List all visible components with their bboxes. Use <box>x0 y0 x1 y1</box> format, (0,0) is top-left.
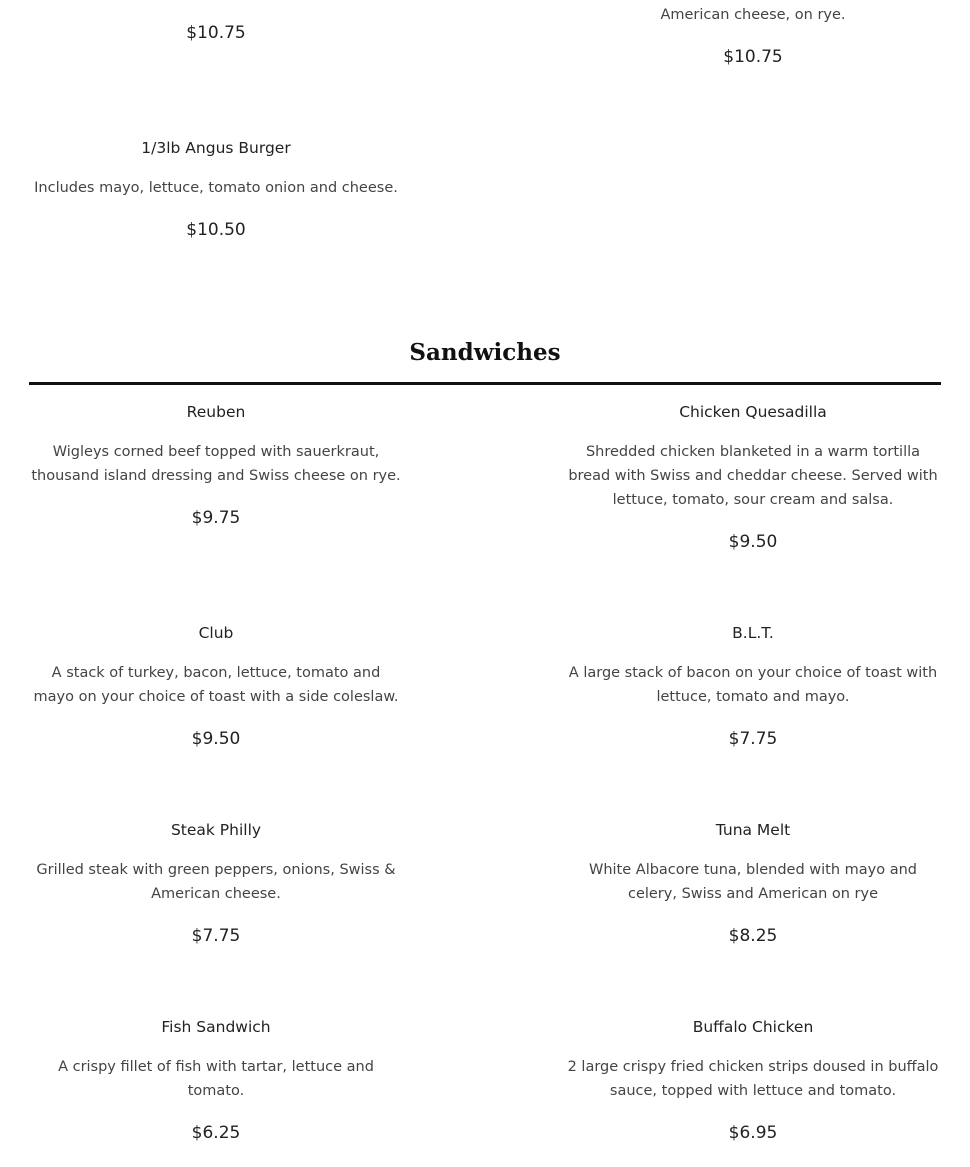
menu-item-description: 2 large crispy fried chicken strips doused in buffalo sauce, topped with lettuce and tomato. <box>567 1059 939 1099</box>
menu-item-price: $9.75 <box>191 508 241 528</box>
menu-item-partial-right[interactable] <box>567 3 939 69</box>
menu-item-description: A large stack of bacon on your choice of toast with lettuce, tomato and mayo. <box>568 665 938 705</box>
menu-item-description: Wigleys corned beef topped with sauerkraut, thousand island dressing and Swiss cheese on rye. <box>31 444 401 484</box>
menu-item-name: Chicken Quesadilla <box>679 403 827 421</box>
menu-item-price: $9.50 <box>191 729 241 749</box>
menu-item-description: A stack of turkey, bacon, lettuce, tomato and mayo on your choice of toast with a side coleslaw. <box>33 665 399 705</box>
menu-item-price: $7.75 <box>191 926 241 946</box>
menu-item-blt[interactable] <box>567 621 939 751</box>
menu-item-buffalo-chicken[interactable] <box>567 1015 939 1145</box>
menu-item-name: B.L.T. <box>732 624 774 642</box>
menu-item-price: $9.50 <box>728 532 778 552</box>
menu-item-description: Grilled steak with green peppers, onions, Swiss & American cheese. <box>36 862 396 902</box>
menu-item-price: $8.25 <box>728 926 778 946</box>
menu-item-price: $6.25 <box>191 1123 241 1143</box>
menu-item-club[interactable] <box>30 621 402 751</box>
menu-item-steak-philly[interactable] <box>30 818 402 948</box>
menu-item-name: Fish Sandwich <box>161 1018 271 1036</box>
menu-item-angus-burger[interactable] <box>30 136 402 242</box>
menu-item-description: Includes mayo, lettuce, tomato onion and cheese. <box>34 180 398 196</box>
menu-item-price: $6.95 <box>728 1123 778 1143</box>
section-title-sandwiches: Sandwiches <box>409 339 561 366</box>
menu-item-description: Shredded chicken blanketed in a warm tortilla bread with Swiss and cheddar cheese. Served with lettuce, tomato, sour cream and salsa. <box>568 444 938 508</box>
clipped-item-description <box>30 0 402 2</box>
menu-item-description: White Albacore tuna, blended with mayo and celery, Swiss and American on rye <box>589 862 917 902</box>
menu-item-price: $10.50 <box>186 220 246 240</box>
menu-item-price: $10.75 <box>723 47 783 67</box>
menu-item-name: Buffalo Chicken <box>692 1018 814 1036</box>
menu-item-price: $10.75 <box>186 23 246 43</box>
menu-item-description: A crispy fillet of fish with tartar, lettuce and tomato. <box>58 1059 374 1099</box>
menu-item-name: Steak Philly <box>170 821 262 839</box>
menu-item-name: Reuben <box>186 403 246 421</box>
menu-item-price: $7.75 <box>728 729 778 749</box>
menu-item-description: American cheese, on rye. <box>660 7 846 23</box>
section-divider <box>29 382 941 385</box>
menu-item-name: Club <box>198 624 234 642</box>
menu-item-name: Tuna Melt <box>715 821 791 839</box>
menu-item-partial-left[interactable] <box>30 21 402 45</box>
menu-item-tuna-melt[interactable] <box>567 818 939 948</box>
menu-item-chicken-quesadilla[interactable] <box>567 400 939 554</box>
menu-item-reuben[interactable] <box>30 400 402 530</box>
menu-item-fish-sandwich[interactable] <box>30 1015 402 1145</box>
menu-item-name: 1/3lb Angus Burger <box>141 139 291 157</box>
